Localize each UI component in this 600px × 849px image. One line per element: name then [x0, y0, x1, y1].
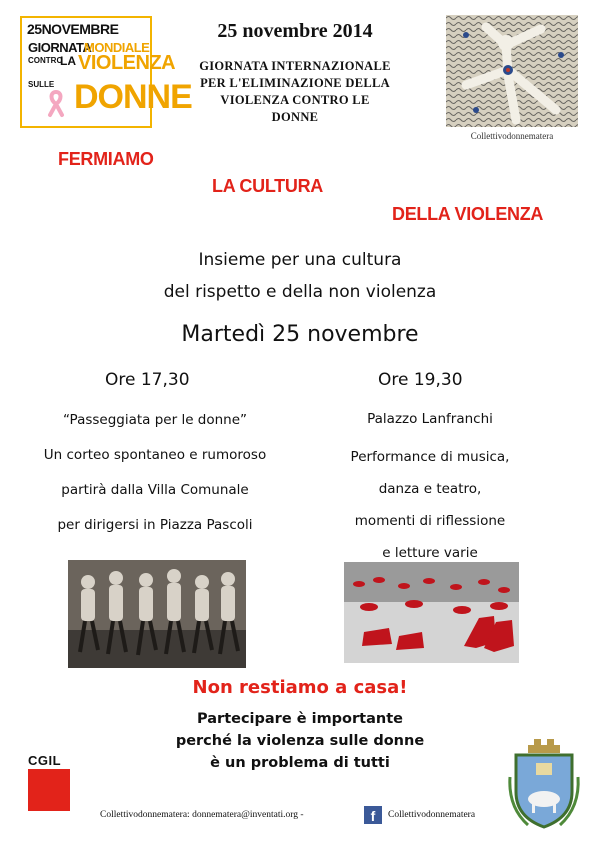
giornata-title	[165, 58, 425, 126]
main-event-date: Martedì 25 novembre	[181, 322, 419, 347]
event-line: Performance di musica,	[350, 449, 510, 465]
footer-contacts	[100, 806, 500, 826]
artwork-credit: Collettivodonnematera	[470, 131, 554, 141]
footer-email[interactable]: Collettivodonnematera: donnematera@inventati.org -	[100, 810, 304, 820]
giornata-mondiale-logo	[20, 16, 192, 128]
facebook-icon[interactable]: f	[364, 806, 382, 824]
event-line: per dirigersi in Piazza Pascoli	[57, 517, 253, 533]
cgil-red-square	[28, 769, 70, 811]
logo-text-line3a: CONTRO	[28, 56, 63, 65]
intro-line: del rispetto e della non violenza	[163, 282, 437, 302]
event-line: momenti di riflessione	[354, 513, 506, 529]
logo-text-line1: 25NOVEMBRE	[27, 21, 119, 37]
intro-line: Insieme per una cultura	[198, 250, 402, 270]
call-line: è un problema di tutti	[210, 755, 390, 771]
footer-facebook-name[interactable]: Collettivodonnematera	[388, 810, 476, 820]
event-line: Un corteo spontaneo e rumoroso	[43, 447, 267, 463]
logo-text-line2b: MONDIALE	[84, 40, 150, 55]
mosaic-artwork-image	[446, 15, 578, 127]
slogan-line-2: LA CULTURA	[212, 176, 323, 196]
giornata-line: VIOLENZA CONTRO LE	[220, 93, 370, 107]
event-time-1: Ore 17,30	[105, 370, 190, 390]
call-line: Partecipare è importante	[197, 711, 403, 727]
event-description-1	[20, 403, 290, 543]
call-line: perché la violenza sulle donne	[175, 733, 425, 749]
women-march-photo	[68, 560, 246, 668]
event-time-2: Ore 19,30	[378, 370, 463, 390]
giornata-line: PER L'ELIMINAZIONE DELLA	[200, 76, 390, 90]
event-line: danza e teatro,	[378, 481, 482, 497]
logo-text-line3b: LA	[60, 54, 76, 68]
slogan-line-1: FERMIAMO	[58, 149, 154, 169]
giornata-line: DONNE	[271, 110, 319, 124]
intro-text	[100, 244, 500, 308]
call-to-action-headline: Non restiamo a casa!	[192, 677, 408, 698]
event-line: Palazzo Lanfranchi	[367, 411, 493, 427]
event-line: partirà dalla Villa Comunale	[61, 482, 249, 498]
slogan-line-3: DELLA VIOLENZA	[392, 204, 544, 224]
call-to-action-text	[100, 708, 500, 774]
logo-text-line3c: VIOLENZA	[78, 52, 176, 74]
giornata-line: GIORNATA INTERNAZIONALE	[199, 59, 391, 73]
logo-text-line5: DONNE	[74, 78, 192, 116]
event-description-2	[325, 403, 535, 569]
cgil-label: CGIL	[28, 753, 62, 768]
logo-text-line4: SULLE	[28, 80, 55, 89]
event-line: e letture varie	[382, 545, 478, 561]
event-line: “Passeggiata per le donne”	[62, 412, 248, 428]
event-date-title: 25 novembre 2014	[217, 20, 373, 42]
red-shoes-photo	[344, 562, 519, 663]
pink-ribbon-icon	[46, 90, 66, 116]
logo-text-line2a: GIORNATA	[28, 40, 92, 55]
matera-coat-of-arms-icon	[508, 737, 580, 829]
